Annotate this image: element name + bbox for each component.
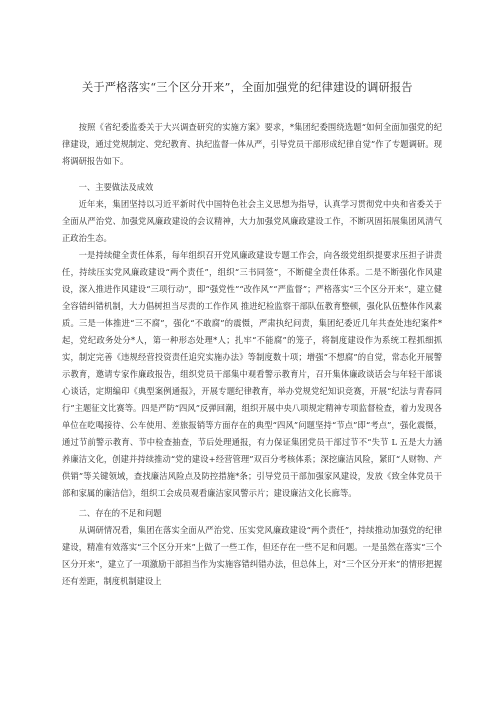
section-2-heading: 二、存在的不足和问题 xyxy=(78,508,162,518)
intro-paragraph: 按照《省纪委监委关于大兴调查研究的实施方案》要求，*集团纪委围绕选题“如何全面加强党的纪律建设，通过党规制定、党纪教育、执纪监督一体从严，引导党员干部形成纪律自觉”作了专题调研。现将调研报告如下。 xyxy=(62,122,442,166)
document-title: 关于严格落实“三个区分开来”，全面加强党的纪律建设的调研报告 xyxy=(82,81,413,94)
section-1-heading: 一、主要做法及成效 xyxy=(78,182,154,192)
section-1-paragraph-1: 近年来，集团坚持以习近平新时代中国特色社会主义思想为指导，认真学习贯彻党中央和省委关于全面从严治党、加强党风廉政建设的会议精神，大力加强党风廉政建设工作，不断巩固拓展集团风清气正政治生态。 xyxy=(62,199,442,243)
section-1-paragraph-2: 一是持续健全责任体系，每年组织召开党风廉政建设专题工作会，向各级党组织提要求压担子讲责任，持续压实党风廉政建设“两个责任”，组织“三书同签”，不断健全责任体系。二是不断强化作风建设，深入推进作风建设“三项行动”，即“强党性”“改作风”“严监督”；严格落实“三个区分开来”，建立健全容错纠错机制，大力倡树担当尽责的工作作风 推进纪检监察干部队伍教育整顿，强化队伍整体作风素质。三是一体推进“三不腐”，强化“不敢腐”的震慑，严肃执纪问责，集团纪委近几年共查处违纪案件*起，党纪政务处分*人，第一种形态处理*人；扎牢“不能腐”的笼子，将制度建设作为系统工程抓细抓实，制定完善《违规经营投资责任追究实施办法》等制度数十项；增强“不想腐”的自觉，常态化开展警示教育，邀请专家作廉政报告，组织党员干部集中观看警示教育片，召开集体廉政谈话会与年轻干部谈心谈话，定期编印《典型案例通报》，开展专题纪律教育，举办党规党纪知识竞赛，开展“纪法与青春同行”主题征文比赛等。四是严防“四风”反弹回潮，组织开展中央八项规定精神专项监督检查，着力发现各单位在吃喝接待、公车使用、差旅报销等方面存在的典型“四风”问题坚持“节点”即“考点”，强化震慑，通过节前警示教育、节中检查抽查，节后处理通报，有力保证集团党员干部过节不“失节 L 五是大力涵养廉洁文化，创建并持续推动“党的建设+经营管理”双百分考核体系；深挖廉洁风险，紧盯“人财物、产供销”等关键领域，查找廉洁风险点及防控措施*条；引导党员干部加强家风建设，发放《致全体党员干部和家属的廉洁信》，组织工会成员观看廉洁家风警示片；建设廉洁文化长廊等。 xyxy=(62,250,442,498)
document-body xyxy=(62,119,442,590)
section-2-paragraph-1: 从调研情况看，集团在落实全面从严治党、压实党风廉政建设“两个责任”，持续推动加强党的纪律建设，精准有效落实“三个区分开来”上做了一些工作，但还存在一些不足和问题。一是虽然在落实“三个区分开来”，建立了一项激励干部担当作为实施容错纠错办法，但总体上，对“三个区分开来”的情形把握还有差距，制度机制建设上 xyxy=(62,525,442,586)
